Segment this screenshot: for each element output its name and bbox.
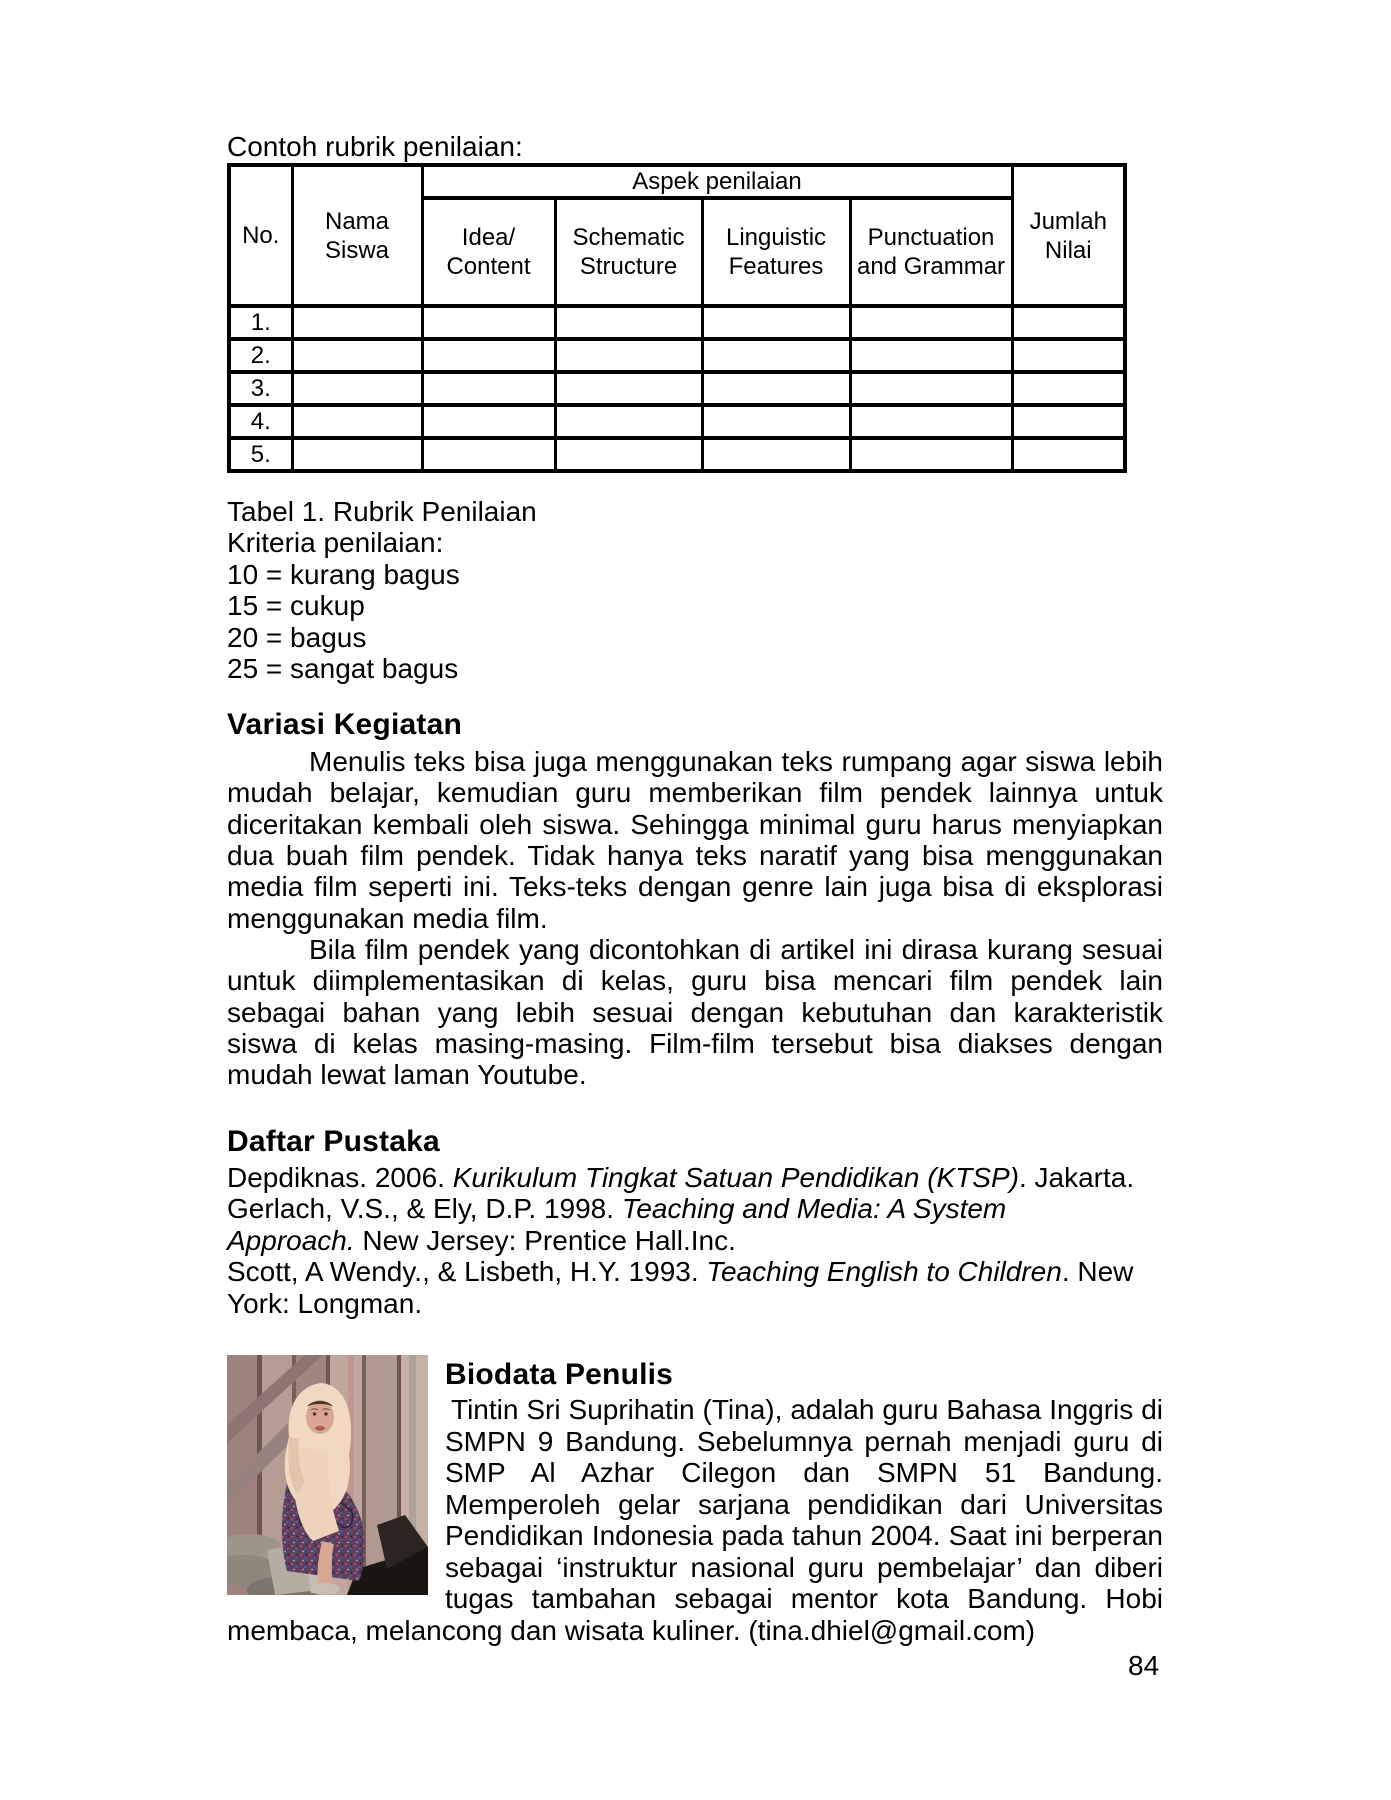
paragraph: Bila film pendek yang dicontohkan di artikel ini dirasa kurang sesuai untuk diimplementasikan di kelas, guru bisa mencari film pendek lain sebagai bahan yang lebih sesuai dengan kebutuhan dan karakteristik siswa di kelas masing-masing. Film-film tersebut bisa diakses dengan mudah lewat laman Youtube. bbox=[227, 934, 1163, 1091]
kriteria-item: 15 = cukup bbox=[227, 590, 365, 622]
table-row bbox=[229, 306, 1125, 339]
row-number-cell: 4. bbox=[229, 405, 292, 438]
table-row bbox=[229, 405, 1125, 438]
col-header-no: No. bbox=[229, 165, 292, 306]
reference-list bbox=[227, 1162, 1172, 1319]
table-cell-empty bbox=[702, 438, 850, 471]
biodata-text: Tintin Sri Suprihatin (Tina), adalah guru Bahasa Inggris di SMPN 9 Bandung. Sebelumnya pernah menjadi guru di SMP Al Azhar Cilegon dan SMPN 51 Bandung. Memperoleh gelar sarjana pendidikan dari Universitas Pendidikan Indonesia pada tahun 2004. Saat ini berperan sebagai ‘instruktur nasional guru pembelajar’ dan diberi tugas tambahan sebagai mentor kota Bandung. Hobi membaca, melancong dan wisata kuliner. (tina.dhiel@gmail.com) bbox=[227, 1394, 1163, 1646]
table-cell-empty bbox=[292, 339, 422, 372]
row-number-cell: 2. bbox=[229, 339, 292, 372]
biodata-section bbox=[227, 1352, 1163, 1646]
reference-line: Depdiknas. 2006. Kurikulum Tingkat Satuan Pendidikan (KTSP). Jakarta. bbox=[227, 1162, 1135, 1193]
table-cell-empty bbox=[422, 438, 555, 471]
table-cell-empty bbox=[555, 372, 702, 405]
table-cell-empty bbox=[555, 339, 702, 372]
table-cell-empty bbox=[1012, 405, 1125, 438]
author-photo bbox=[227, 1355, 428, 1595]
rubric-table bbox=[227, 163, 1127, 473]
variasi-body bbox=[227, 746, 1163, 1091]
table-cell-empty bbox=[1012, 306, 1125, 339]
table-cell-empty bbox=[555, 438, 702, 471]
table-cell-empty bbox=[850, 438, 1012, 471]
table-cell-empty bbox=[422, 372, 555, 405]
row-number-cell: 5. bbox=[229, 438, 292, 471]
table-caption: Tabel 1. Rubrik Penilaian bbox=[227, 496, 537, 527]
col-header-linguistic-features: Linguistic Features bbox=[702, 198, 850, 306]
kriteria-label: Kriteria penilaian: bbox=[227, 527, 444, 559]
section-heading-variasi-kegiatan: Variasi Kegiatan bbox=[227, 708, 462, 741]
table-cell-empty bbox=[1012, 339, 1125, 372]
page-number: 84 bbox=[1128, 1650, 1160, 1681]
col-header-idea-content: Idea/ Content bbox=[422, 198, 555, 306]
table-cell-empty bbox=[850, 306, 1012, 339]
table-cell-empty bbox=[1012, 438, 1125, 471]
col-header-nama-siswa: Nama Siswa bbox=[292, 165, 422, 306]
section-heading-biodata-penulis: Biodata Penulis bbox=[445, 1358, 674, 1391]
table-row bbox=[229, 372, 1125, 405]
col-header-aspek-penilaian: Aspek penilaian bbox=[422, 165, 1012, 198]
col-header-punctuation-grammar: Punctuation and Grammar bbox=[850, 198, 1012, 306]
col-header-jumlah-nilai: Jumlah Nilai bbox=[1012, 165, 1125, 306]
paragraph: Menulis teks bisa juga menggunakan teks rumpang agar siswa lebih mudah belajar, kemudian guru memberikan film pendek lainnya untuk diceritakan kembali oleh siswa. Sehingga minimal guru harus menyiapkan dua buah film pendek. Tidak hanya teks naratif yang bisa menggunakan media film seperti ini. Teks-teks dengan genre lain juga bisa di eksplorasi menggunakan media film. bbox=[227, 746, 1163, 934]
table-row bbox=[229, 438, 1125, 471]
table-cell-empty bbox=[422, 306, 555, 339]
row-number-cell: 3. bbox=[229, 372, 292, 405]
table-cell-empty bbox=[702, 372, 850, 405]
reference-line: Gerlach, V.S., & Ely, D.P. 1998. Teaching and Media: A System bbox=[227, 1193, 1007, 1225]
reference-line: Approach. New Jersey: Prentice Hall.Inc. bbox=[227, 1224, 736, 1256]
kriteria-item: 20 = bagus bbox=[227, 621, 367, 653]
reference-line: York: Longman. bbox=[227, 1287, 423, 1319]
table-cell-empty bbox=[850, 405, 1012, 438]
table-cell-empty bbox=[292, 306, 422, 339]
kriteria-item: 10 = kurang bagus bbox=[227, 558, 460, 590]
table-cell-empty bbox=[702, 339, 850, 372]
table-cell-empty bbox=[422, 339, 555, 372]
reference-line: Scott, A Wendy., & Lisbeth, H.Y. 1993. Teaching English to Children. New bbox=[227, 1256, 1134, 1288]
table-cell-empty bbox=[555, 306, 702, 339]
table-cell-empty bbox=[1012, 372, 1125, 405]
col-header-schematic-structure: Schematic Structure bbox=[555, 198, 702, 306]
table-cell-empty bbox=[702, 306, 850, 339]
table-cell-empty bbox=[555, 405, 702, 438]
table-row bbox=[229, 339, 1125, 372]
table-cell-empty bbox=[702, 405, 850, 438]
table-cell-empty bbox=[850, 372, 1012, 405]
table-intro-label: Contoh rubrik penilaian: bbox=[227, 131, 523, 162]
kriteria-item: 25 = sangat bagus bbox=[227, 653, 459, 685]
section-heading-daftar-pustaka: Daftar Pustaka bbox=[227, 1125, 440, 1158]
table-cell-empty bbox=[292, 438, 422, 471]
table-cell-empty bbox=[292, 405, 422, 438]
table-cell-empty bbox=[850, 339, 1012, 372]
table-cell-empty bbox=[422, 405, 555, 438]
table-cell-empty bbox=[292, 372, 422, 405]
row-number-cell: 1. bbox=[229, 306, 292, 339]
kriteria-block bbox=[227, 496, 537, 684]
